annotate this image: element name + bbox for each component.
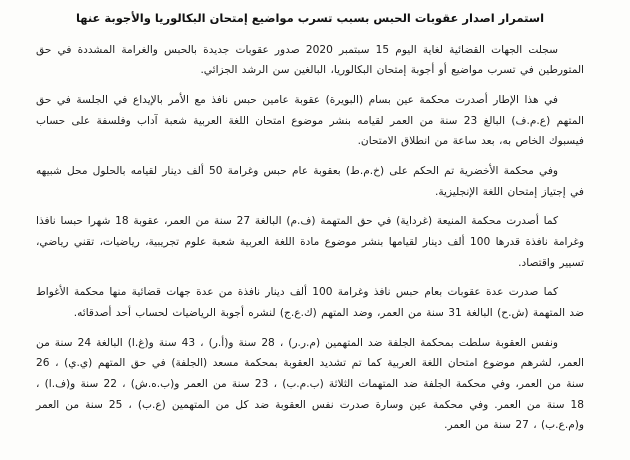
paragraph-5: كما صدرت عدة عقوبات بعام حبس نافذ وغرامة 100 ألف دينار نافذة من عدة جهات قضائية منها محكمة الأغواط ضد المتهمة (ش.ح) البالغة 31 سنة من العمر، وضد المتهم (ك.ع.ج) لنشره أجوبة الرياضيات لحساب أحد أصدقائه. bbox=[36, 286, 584, 320]
document-title-line: استمرار اصدار عقوبات الحبس بسبب تسرب مواضيع إمتحان البكالوريا والأجوبة عنها bbox=[75, 11, 545, 25]
document-title bbox=[36, 10, 584, 28]
paragraph-4: كما أصدرت محكمة المنيعة (غرداية) في حق المتهمة (ف.م) البالغة 27 سنة من العمر، عقوبة 18 شهرا حبسا نافذا وغرامة نافذة قدرها 100 ألف دينار لقيامها بنشر موضوع مادة اللغة العربية شعبة علوم تجريبية، رياضيات، تقني رياضي، تسيير واقتصاد. bbox=[36, 215, 584, 269]
paragraph-2: في هذا الإطار أصدرت محكمة عين بسام (البويرة) عقوبة عامين حبس نافذ مع الأمر بالإيداع في الجلسة في حق المتهم (ع.م.ف) البالغ 23 سنة من العمر لقيامه بنشر موضوع امتحان اللغة العربية شعبة آداب وفلسفة على حساب فيسبوك الخاص به، بعد ساعة من انطلاق الامتحان. bbox=[36, 94, 584, 148]
paragraph-1: سجلت الجهات القضائية لغاية اليوم 15 سبتمبر 2020 صدور عقوبات جديدة بالحبس والغرامة المشددة في حق المتورطين في تسرب مواضيع أو أجوبة إمتحان البكالوريا، البالغين سن الرشد الجزائي. bbox=[36, 43, 584, 77]
paragraph-3: وفي محكمة الأخضرية تم الحكم على (خ.م.ط) بعقوبة عام حبس وغرامة 50 ألف دينار لقيامه بالحلول محل شبيهه في إجتياز إمتحان اللغة الإنجليزية. bbox=[36, 165, 584, 198]
page-bottom-fade bbox=[0, 434, 630, 460]
paragraph-6: ونفس العقوبة سلطت بمحكمة الجلفة ضد المتهمين (م.ر.ر) ، 28 سنة و(أ.ر) ، 43 سنة و(غ.ا) البالغة 24 سنة من العمر، لشرهم موضوع امتحان اللغة العربية كما تم تشديد العقوبة بمحكمة مسعد (الجلفة) في حق المتهم (ي.ي) ، 26 سنة من العمر، وفي محكمة الجلفة ضد المتهمات الثلاثة (ب.م.ب) ، 23 سنة من العمر و(ب.ه.ش) ، 22 سنة و(ف.ا) ، 18 سنة من العمر. وفي محكمة عين وسارة صدرت نفس العقوبة ضد كل من المتهمين (ع.ب) ، 25 سنة من العمر و(م.ع.ب) ، 27 سنة من العمر. bbox=[36, 336, 584, 432]
